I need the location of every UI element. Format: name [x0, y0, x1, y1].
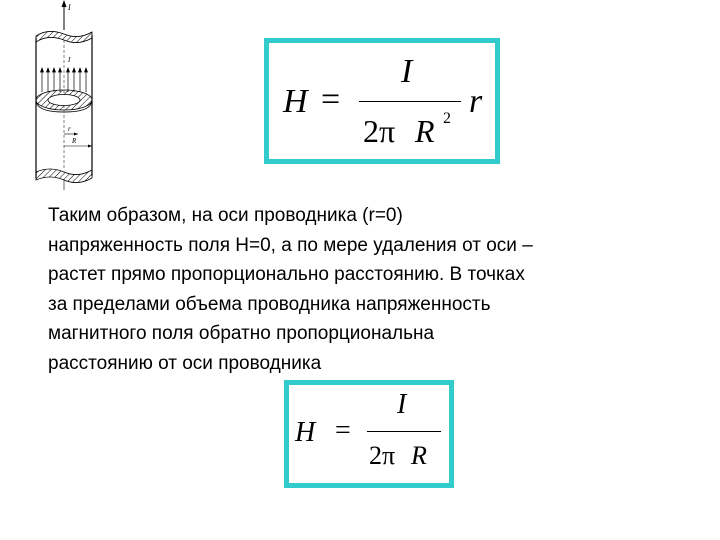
- formula-inside-denominator-var: R: [415, 113, 435, 149]
- radius-R-label: R: [72, 137, 77, 145]
- current-label-top: I: [68, 3, 71, 12]
- formula-inside-box: [264, 38, 500, 164]
- formula-inside-denominator-exp: 2: [443, 110, 451, 127]
- formula-inside-equals: =: [321, 81, 341, 118]
- paragraph-line: расстоянию от оси проводника: [48, 352, 322, 374]
- explanation-paragraph: [48, 201, 688, 378]
- formula-outside-numerator: I: [397, 389, 407, 420]
- formula-inside-multiplier: r: [469, 83, 483, 120]
- formula-outside-box: [284, 380, 454, 488]
- formula-inside-fraction-bar: [359, 101, 461, 102]
- current-arrow-icon: [62, 0, 67, 30]
- formula-inside-numerator: I: [401, 53, 413, 90]
- radius-r-label: r: [68, 125, 71, 133]
- current-label-inner: I: [68, 56, 71, 64]
- paragraph-line: магнитного поля обратно пропорциональна: [48, 323, 435, 344]
- paragraph-line: напряженность поля H=0, а по мере удаления от оси –: [48, 234, 533, 256]
- formula-inside-denominator-coef: 2π: [363, 113, 396, 149]
- formula-outside-fraction-bar: [367, 431, 441, 432]
- formula-outside-equals: =: [335, 415, 351, 446]
- paragraph-line: растет прямо пропорционально расстоянию. В точках: [48, 264, 525, 285]
- paragraph-line: за пределами объема проводника напряженность: [48, 293, 491, 315]
- conductor-diagram: [28, 0, 100, 192]
- formula-outside-denominator-coef: 2π: [369, 441, 396, 470]
- formula-outside-lhs: H: [295, 417, 316, 448]
- paragraph-line: Таким образом, на оси проводника (r=0): [48, 205, 403, 226]
- formula-outside-denominator-var: R: [411, 441, 427, 470]
- formula-inside-lhs: H: [283, 83, 308, 120]
